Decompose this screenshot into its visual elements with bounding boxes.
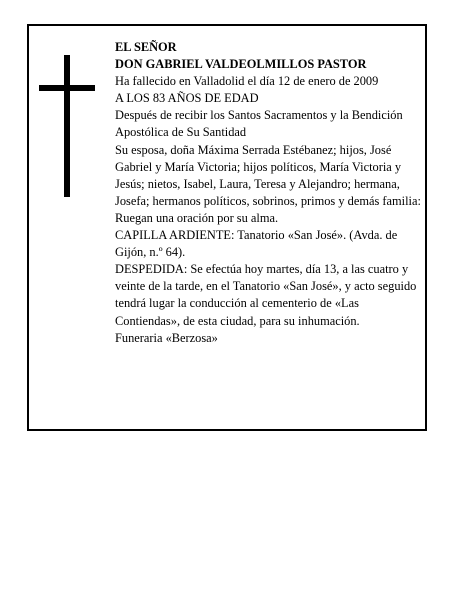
family-paragraph: Su esposa, doña Máxima Serrada Estébanez; hijos, José Gabriel y María Victoria; hijos políticos, María Victoria y Jesús; nietos, Isabel, Laura, Teresa y Alejandro; hermana, Josefa; hermanos políticos, sobrinos, primos y demás familia:: [115, 142, 421, 208]
sacraments-line: Después de recibir los Santos Sacramentos y la Bendición Apostólica de Su Santidad: [115, 108, 403, 140]
funeral-home-line: Funeraria «Berzosa»: [115, 330, 218, 345]
age-line: A LOS 83 AÑOS DE EDAD: [115, 91, 259, 106]
farewell-paragraph: DESPEDIDA: Se efectúa hoy martes, día 13, a las cuatro y veinte de la tarde, en el Tanatorio «San José», y acto seguido tendrá lugar la conducción al cementerio de «Las Contiendas», de esta ciudad, para su inhumación.: [115, 262, 417, 328]
deceased-name: DON GABRIEL VALDEOLMILLOS PASTOR: [115, 57, 367, 72]
cross-horizontal-bar: [39, 85, 95, 91]
prayer-line: Ruegan una oración por su alma.: [115, 210, 279, 225]
obituary-text: [115, 39, 427, 347]
cross-icon: [39, 55, 95, 197]
cross-vertical-bar: [64, 55, 70, 197]
death-line: Ha fallecido en Valladolid el día 12 de enero de 2009: [115, 74, 379, 89]
chapel-paragraph: CAPILLA ARDIENTE: Tanatorio «San José». (Avda. de Gijón, n.º 64).: [115, 228, 398, 260]
notice-title: EL SEÑOR: [115, 40, 177, 54]
